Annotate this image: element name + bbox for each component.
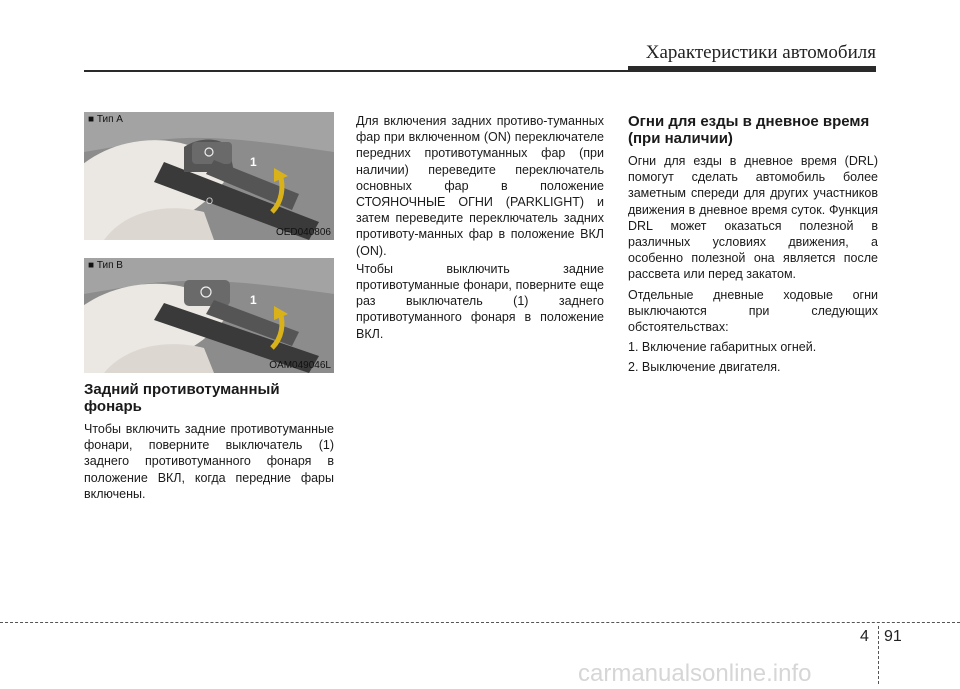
svg-text:O: O <box>206 196 214 206</box>
svg-text:1: 1 <box>250 155 257 169</box>
section-heading: Задний противотуманный фонарь <box>84 381 280 415</box>
section-heading: Огни для езды в дневное время (при наличии) <box>628 113 870 147</box>
headlight-switch-photo-icon <box>84 112 334 240</box>
figure-type-a <box>84 112 334 240</box>
paragraph: Чтобы включить задние противотуманные фонари, поверните выключатель (1) заднего противотуманного фонаря в положение ВКЛ, когда передние фары включены. <box>84 422 334 501</box>
watermark: carmanualsonline.info <box>578 660 812 687</box>
figure-b-code: OAM049046L <box>269 360 331 371</box>
header-rule-accent <box>628 66 876 72</box>
svg-text:1: 1 <box>250 293 257 307</box>
page-number: 91 <box>884 628 902 645</box>
paragraph: Огни для езды в дневное время (DRL) помогут сделать автомобиль более заметным спереди для других участников движения в дневное время суток. Функция DRL может оказаться полезной в различных условиях движения, а особенно полезной она является после рассвета или перед закатом. <box>628 154 878 282</box>
section-drl <box>628 113 878 378</box>
list-item: 2. Выключение двигателя. <box>628 360 781 375</box>
page-separator <box>878 626 879 684</box>
footer-rule <box>0 622 960 623</box>
paragraph: Для включения задних противо-туманных фар при включенном (ON) переключателе передних противотуманных фар (при наличии) переведите переключатель основных фар в положение СТОЯНОЧНЫЕ ОГНИ (PARKLIGHT) и затем переведите переключатель задних противоту-манных фар в положение ВКЛ (ON). <box>356 114 604 258</box>
section-rear-fog-light <box>84 381 334 504</box>
headlight-switch-photo-icon <box>84 258 334 373</box>
figure-a-code: OED040806 <box>275 227 331 238</box>
list-item: 1. Включение габаритных огней. <box>628 340 817 355</box>
chapter-title: Характеристики автомобиля <box>645 42 876 63</box>
figure-b-label: ■ Тип B <box>88 260 123 271</box>
paragraph: Отдельные дневные ходовые огни выключаются при следующих обстоятельствах: <box>628 287 878 335</box>
paragraph: Чтобы выключить задние противотуманные фонари, поверните еще раз выключатель (1) заднего противотуманного фонаря в положение ВКЛ. <box>356 261 604 341</box>
figure-a-label: ■ Тип А <box>88 114 123 125</box>
chapter-number: 4 <box>860 628 869 645</box>
figure-type-b <box>84 258 334 373</box>
section-rear-fog-continued <box>356 113 604 344</box>
